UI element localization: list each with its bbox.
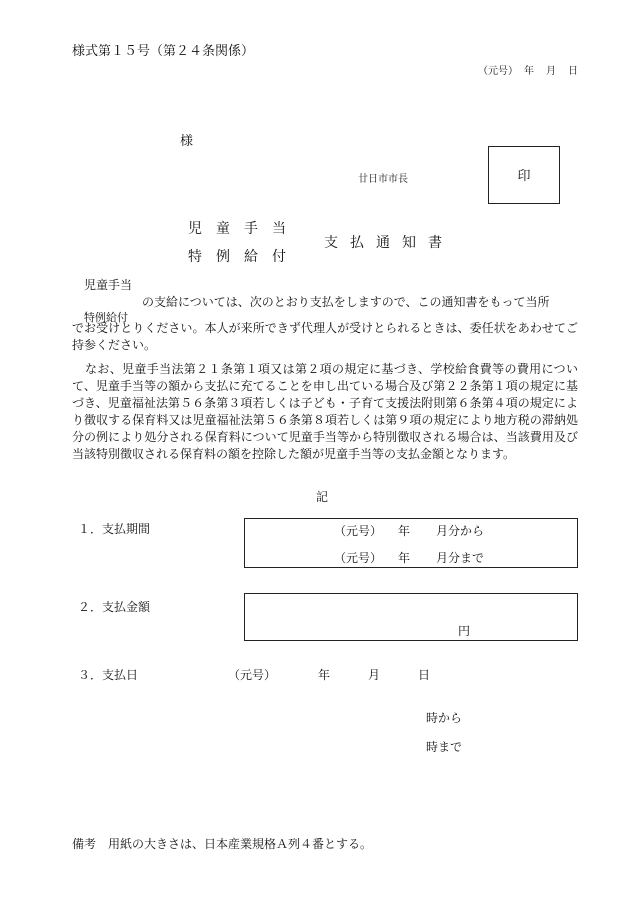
pay-date-month: 月: [368, 668, 381, 682]
period-box: [244, 518, 578, 568]
pay-date-day: 日: [418, 668, 431, 682]
amount-unit: 円: [458, 624, 471, 638]
form-number: 様式第１５号（第２４条関係）: [72, 44, 255, 59]
period-to-month: 月分まで: [436, 551, 485, 565]
header-era: （元号）: [478, 66, 518, 77]
paragraph1-main: の支給については、次のとおり支払をしますので、この通知書をもって当所: [142, 295, 550, 309]
period-from-era: （元号）: [334, 524, 383, 538]
paragraph1-word-a: 児童手当: [84, 278, 133, 292]
header-year: 年: [524, 66, 534, 77]
issuer-name: 廿日市市長: [358, 174, 408, 185]
pay-time-to: 時まで: [426, 740, 463, 754]
document-title: 支払通知書: [324, 235, 454, 251]
title-line-b: 特例給付: [188, 249, 300, 265]
ki-heading: 記: [316, 490, 329, 504]
title-line-a: 児童手当: [188, 221, 300, 237]
period-label: １．支払期間: [78, 522, 151, 536]
paragraph2: なお、児童手当法第２１条第１項又は第２項の規定に基づき、学校給食費等の費用について、児童手当等の額から支払に充てることを申し出ている場合及び第２２条第１項の規定に基づき、児童福祉法第５６条第３項若しくは子ども・子育て支援法附則第６条第４項の規定により徴収する保育料又は児童福祉法第５６条第８項若しくは第９項の規定により地方税の滞納処分の例により処分される保育料について児童手当等から特別徴収される場合は、当該費用及び当該特別徴収される保育料の額を控除した額が児童手当等の支払金額となります。: [72, 362, 578, 461]
header-day: 日: [568, 66, 578, 77]
header-month: 月: [546, 66, 556, 77]
amount-label: ２．支払金額: [78, 600, 151, 614]
seal-label: 印: [517, 169, 531, 184]
pay-date-era: （元号）: [228, 668, 277, 682]
period-from-month: 月分から: [436, 524, 485, 538]
pay-date-year: 年: [318, 668, 331, 682]
pay-time-from: 時から: [426, 711, 463, 725]
addressee-honorific: 様: [180, 134, 194, 149]
period-to-year: 年: [398, 551, 411, 565]
period-from-year: 年: [398, 524, 411, 538]
period-to-era: （元号）: [334, 551, 383, 565]
paragraph1-rest: でお受けとりください。本人が来所できず代理人が受けとられるときは、委任状をあわせてご持参ください。: [72, 321, 578, 352]
pay-date-label: ３．支払日: [78, 668, 139, 682]
amount-box: [244, 593, 578, 641]
footnote: 備考 用紙の大きさは、日本産業規格Ａ列４番とする。: [72, 837, 373, 851]
seal-box: [488, 146, 560, 204]
paragraph1-word-b: 特例給付: [84, 311, 128, 324]
